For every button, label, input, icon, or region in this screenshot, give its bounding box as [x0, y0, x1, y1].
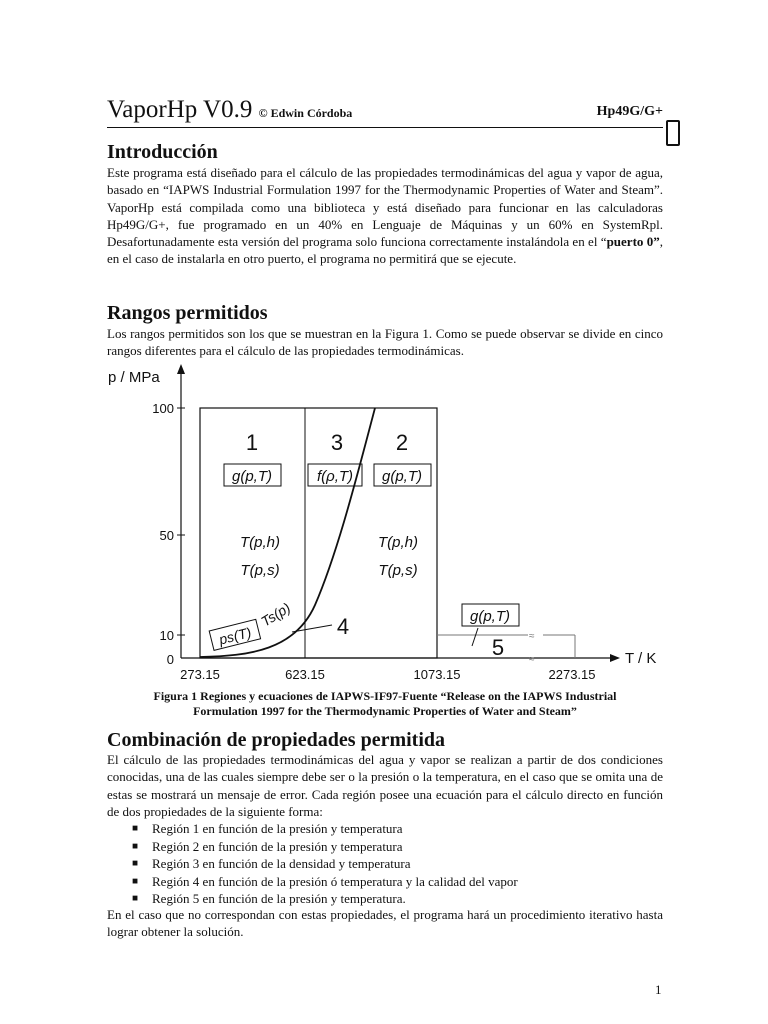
page-number: 1	[655, 982, 662, 997]
intro-text-part2: , en el caso de instalarla en otro puerto, el programa no permitirá que se ejecute.	[107, 234, 663, 267]
axis-break-mark: ≈	[529, 654, 535, 665]
y-axis-arrow	[177, 364, 185, 374]
axis-break-mark: ≈	[529, 631, 535, 642]
saturation-pressure-label: ps(T)	[217, 624, 253, 648]
closing-paragraph: En el caso que no correspondan con estas propiedades, el programa hará un procedimiento iterativo hasta lograr obtener la solución.	[107, 907, 663, 940]
equation-label: f(ρ,T)	[316, 468, 354, 485]
list-item	[107, 838, 663, 856]
x-tick-label: 2273.15	[548, 667, 596, 682]
ps-label-group	[209, 619, 260, 650]
y-tick-label: 100	[152, 401, 174, 416]
equation-label: g(p,T)	[381, 468, 423, 485]
bullet-icon: ■	[132, 875, 139, 887]
intro-text-emphasis: puerto 0”	[606, 234, 660, 250]
intro-text-part1: Este programa está diseñado para el cálculo de las propiedades termodinámicas del agua y vapor de agua, basado en “IAPWS Industrial Formulation 1997 for the Thermodynamic Properties of Water and Steam”. VaporHp está compilada como una biblioteca y está diseñado para funcionar en las calculadoras Hp49G/G+, fue programado en un 40% en Lenguaje de Máquinas y un 60% en SystemRpl. Desafortunadamente esta versión del programa solo funciona correctamente instalándola en el “	[107, 165, 663, 250]
bullet-icon: ■	[132, 840, 139, 852]
list-item-text: Región 5 en función de la presión y temperatura.	[152, 891, 406, 907]
copyright-text: © Edwin Córdoba	[258, 106, 353, 120]
list-item	[107, 873, 663, 891]
list-item-text: Región 3 en función de la densidad y temperatura	[152, 856, 411, 872]
list-item-text: Región 4 en función de la presión ó temperatura y la calidad del vapor	[152, 873, 518, 889]
equation-label: g(p,T)	[231, 468, 273, 485]
bullet-icon: ■	[132, 858, 139, 870]
equation-label: g(p,T)	[469, 608, 511, 625]
document-header	[107, 96, 663, 126]
equation-label: T(p,s)	[378, 562, 418, 579]
section-heading-combinacion: Combinación de propiedades permitida	[107, 729, 445, 751]
platform-label: Hp49G/G+	[596, 104, 663, 119]
y-tick-label: 10	[159, 628, 174, 643]
equation-label: T(p,h)	[239, 534, 281, 551]
document-title	[107, 96, 352, 127]
combination-paragraph: El cálculo de las propiedades termodinámicas del agua y vapor se realizan a partir de dos condiciones conocidas, una de las cuales siempre debe ser o la presión o la temperatura, en el caso que se omita una de estas se mostrará un mensaje de error. Cada región posee una ecuación para el cálculo directo en función de dos propiedades de la siguiente forma:	[107, 752, 663, 819]
intro-paragraph	[107, 164, 663, 268]
bullet-icon: ■	[132, 893, 139, 905]
y-tick-label: 50	[159, 528, 174, 543]
x-tick-label: 1073.15	[413, 667, 461, 682]
x-axis-label: T / K	[625, 650, 657, 667]
x-tick-label: 273.15	[180, 667, 220, 682]
x-tick-label: 623.15	[285, 667, 325, 682]
figure-1	[100, 362, 680, 684]
list-item-text: Región 1 en función de la presión y temperatura	[152, 821, 403, 836]
region-number: 2	[395, 430, 409, 455]
figure-caption	[107, 689, 663, 719]
equation-label: T(p,h)	[377, 534, 419, 551]
y-axis-label: p / MPa	[108, 369, 160, 386]
list-item	[107, 855, 663, 873]
figure-caption-line-1: Figura 1 Regiones y ecuaciones de IAPWS-IF97-Fuente “Release on the IAPWS Industrial	[153, 689, 617, 703]
region-number: 5	[491, 635, 505, 660]
list-item	[107, 820, 663, 838]
equation-label: T(p,s)	[240, 562, 280, 579]
section-heading-rangos: Rangos permitidos	[107, 302, 268, 324]
region-number: 3	[330, 430, 344, 455]
saturation-temperature-label: Ts(p)	[258, 599, 294, 630]
region-number: 4	[336, 614, 350, 639]
regions-list	[107, 820, 663, 908]
bullet-icon: ■	[132, 823, 139, 834]
y-tick-label: 0	[166, 652, 174, 667]
region-diagram	[100, 362, 680, 684]
ranges-paragraph: Los rangos permitidos son los que se muestran en la Figura 1. Como se puede observar se divide en cinco rangos diferentes para el cálculo de las propiedades termodinámicas.	[107, 326, 663, 359]
region-number: 1	[245, 430, 259, 455]
title-text: VaporHp V0.9	[107, 96, 253, 123]
x-axis-arrow	[610, 654, 620, 662]
region-5-pointer	[472, 628, 478, 646]
page-tab-marker	[666, 120, 680, 146]
header-divider	[107, 127, 663, 128]
list-item-text: Región 2 en función de la presión y temperatura	[152, 838, 403, 854]
section-heading-introduccion: Introducción	[107, 141, 218, 163]
figure-caption-line-2: Formulation 1997 for the Thermodynamic Properties of Water and Steam”	[193, 704, 577, 718]
